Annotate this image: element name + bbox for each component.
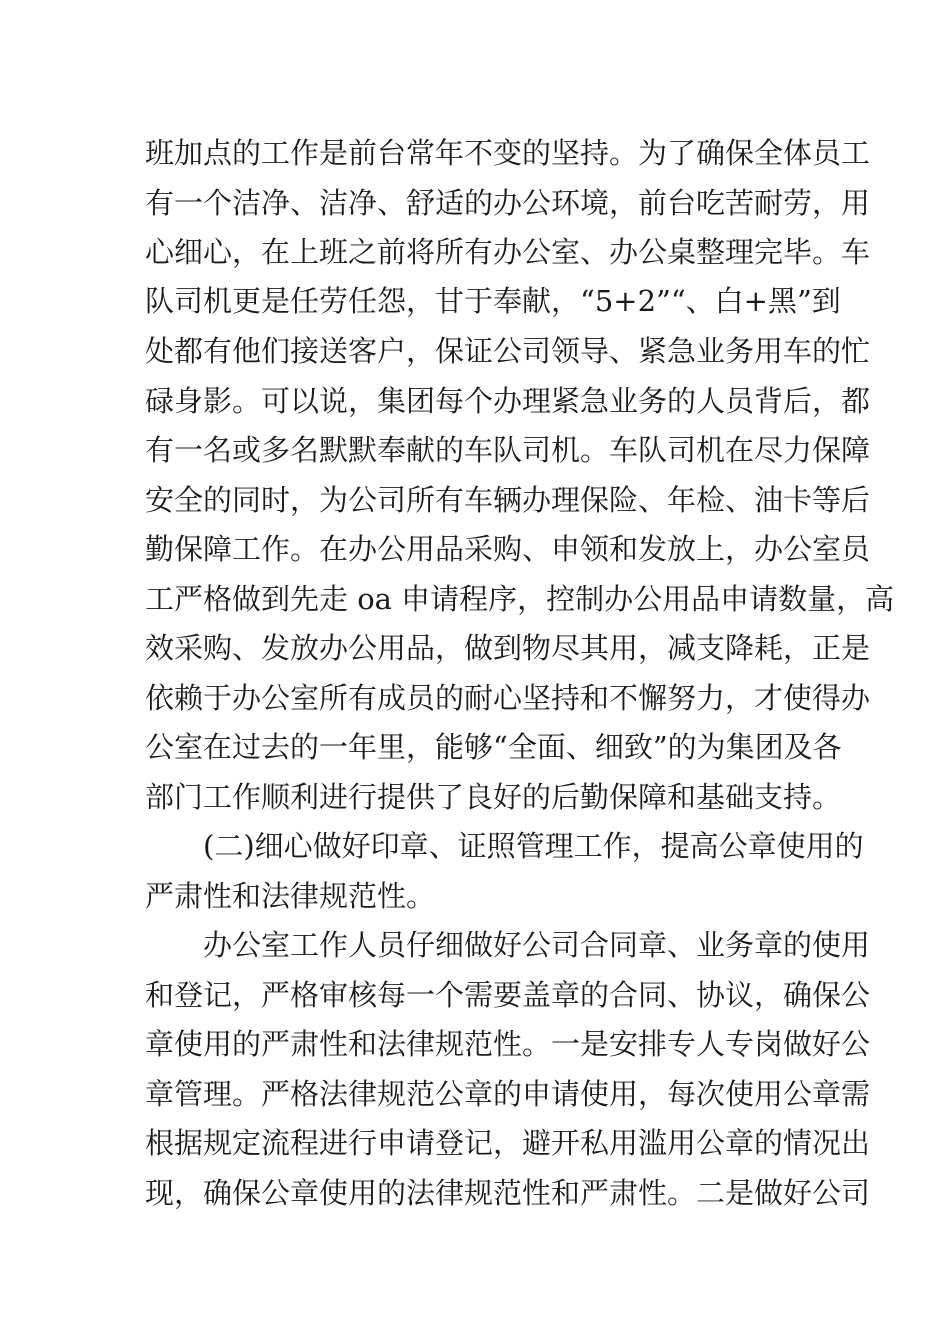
text-line: 有一名或多名默默奉献的车队司机。车队司机在尽力保障 <box>145 433 871 467</box>
text-line: 工严格做到先走 oa 申请程序，控制办公用品申请数量，高 <box>145 582 895 616</box>
text-line: 章使用的严肃性和法律规范性。一是安排专人专岗做好公 <box>145 1027 871 1061</box>
text-line: 勤保障工作。在办公用品采购、申领和发放上，办公室员 <box>145 532 871 566</box>
text-line: 办公室工作人员仔细做好公司合同章、业务章的使用 <box>203 928 871 962</box>
text-line: 依赖于办公室所有成员的耐心坚持和不懈努力，才使得办 <box>145 681 871 715</box>
text-line: 根据规定流程进行申请登记，避开私用滥用公章的情况出 <box>145 1126 871 1160</box>
text-line: 章管理。严格法律规范公章的申请使用，每次使用公章需 <box>145 1077 871 1111</box>
text-line: 安全的同时，为公司所有车辆办理保险、年检、油卡等后 <box>145 483 871 517</box>
text-line: 公室在过去的一年里，能够“全面、细致”的为集团及各 <box>145 730 842 764</box>
text-line: 和登记，严格审核每一个需要盖章的合同、协议，确保公 <box>145 978 871 1012</box>
text-line: 队司机更是任劳任怨，甘于奉献，“5+2”“、白+黑”到 <box>145 284 841 318</box>
text-line: 效采购、发放办公用品，做到物尽其用，减支降耗，正是 <box>145 631 871 665</box>
section-heading: (二)细心做好印章、证照管理工作，提高公章使用的 <box>203 829 864 863</box>
text-line: 班加点的工作是前台常年不变的坚持。为了确保全体员工 <box>145 136 871 170</box>
section-heading-continued: 严肃性和法律规范性。 <box>145 879 436 913</box>
text-line: 部门工作顺利进行提供了良好的后勤保障和基础支持。 <box>145 780 842 814</box>
text-line: 心细心，在上班之前将所有办公室、办公桌整理完毕。车 <box>145 235 871 269</box>
text-line: 现，确保公章使用的法律规范性和严肃性。二是做好公司 <box>145 1176 871 1210</box>
text-line: 有一个洁净、洁净、舒适的办公环境，前台吃苦耐劳，用 <box>145 186 871 220</box>
text-line: 碌身影。可以说，集团每个办理紧急业务的人员背后，都 <box>145 384 871 418</box>
text-line: 处都有他们接送客户，保证公司领导、紧急业务用车的忙 <box>145 334 871 368</box>
